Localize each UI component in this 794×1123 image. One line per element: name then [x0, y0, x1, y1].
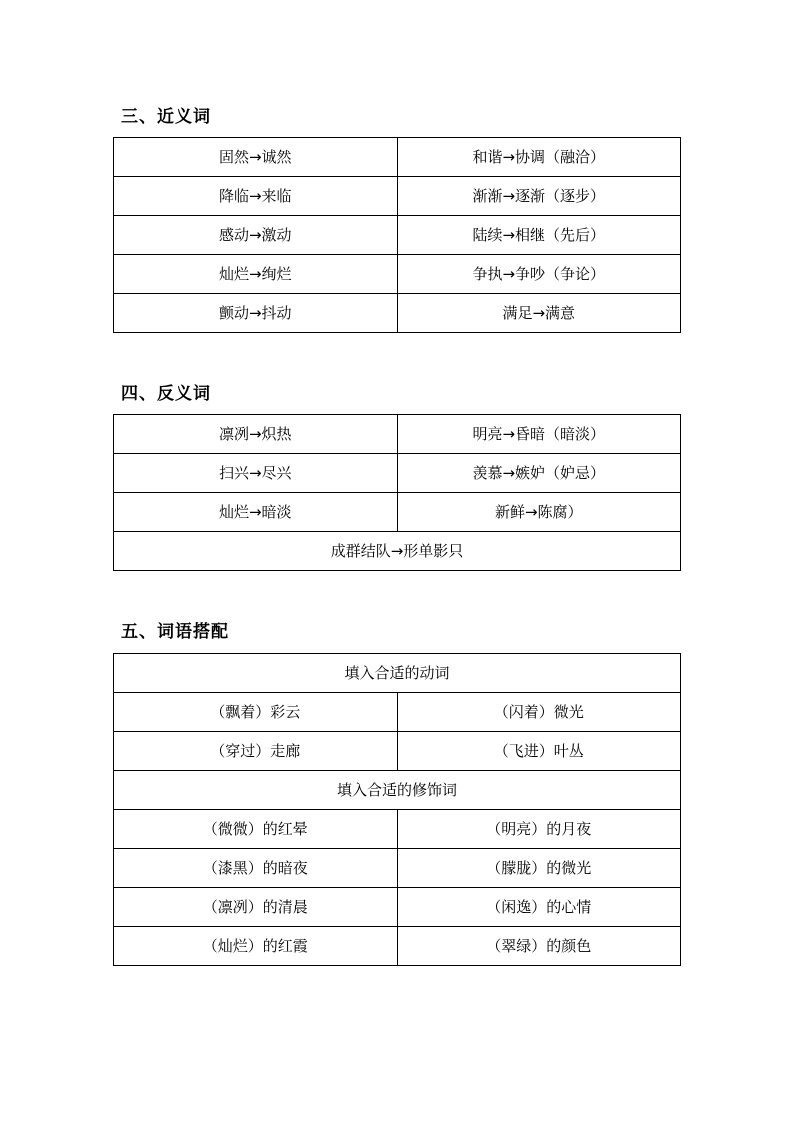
table-row [114, 454, 681, 493]
table-cell: （凛冽）的清晨 [114, 888, 398, 927]
table-cell: 争执→争吵（争论） [397, 255, 681, 294]
table-cell: 明亮→昏暗（暗淡） [397, 415, 681, 454]
table-row [114, 732, 681, 771]
table-cell: 灿烂→暗淡 [114, 493, 398, 532]
collocations-title: 五、词语搭配 [121, 622, 229, 642]
table-row [114, 294, 681, 333]
table-row [114, 493, 681, 532]
table-row [114, 177, 681, 216]
table-row [114, 255, 681, 294]
verb-header: 填入合适的动词 [114, 654, 681, 693]
table-cell: （明亮）的月夜 [397, 810, 681, 849]
table-cell: （微微）的红晕 [114, 810, 398, 849]
table-row [114, 216, 681, 255]
table-cell: （朦胧）的微光 [397, 849, 681, 888]
table-cell: 灿烂→绚烂 [114, 255, 398, 294]
antonyms-title: 四、反义词 [121, 384, 211, 404]
table-cell: （灿烂）的红霞 [114, 927, 398, 966]
table-cell: 和谐→协调（融洽） [397, 138, 681, 177]
synonyms-table [113, 137, 681, 333]
table-cell: （翠绿）的颜色 [397, 927, 681, 966]
table-cell: 扫兴→尽兴 [114, 454, 398, 493]
table-cell: （飞进）叶丛 [397, 732, 681, 771]
table-cell: （飘着）彩云 [114, 693, 398, 732]
table-row [114, 138, 681, 177]
table-cell: 感动→激动 [114, 216, 398, 255]
table-cell: （穿过）走廊 [114, 732, 398, 771]
table-row [114, 693, 681, 732]
table-row [114, 849, 681, 888]
table-cell: 满足→满意 [397, 294, 681, 333]
table-cell: 固然→诚然 [114, 138, 398, 177]
table-cell: 羡慕→嫉妒（妒忌） [397, 454, 681, 493]
table-header-row [114, 654, 681, 693]
table-row [114, 532, 681, 571]
table-cell: （闪着）微光 [397, 693, 681, 732]
table-cell: （闲逸）的心情 [397, 888, 681, 927]
table-row [114, 888, 681, 927]
table-cell: 陆续→相继（先后） [397, 216, 681, 255]
antonyms-table [113, 414, 681, 571]
modifier-header: 填入合适的修饰词 [114, 771, 681, 810]
table-cell: 凛冽→炽热 [114, 415, 398, 454]
table-cell: 颤动→抖动 [114, 294, 398, 333]
table-cell: 新鲜→陈腐） [397, 493, 681, 532]
table-row [114, 810, 681, 849]
table-cell: 渐渐→逐渐（逐步） [397, 177, 681, 216]
table-cell-full: 成群结队→形单影只 [114, 532, 681, 571]
table-row [114, 927, 681, 966]
synonyms-title: 三、近义词 [121, 107, 211, 127]
collocations-table [113, 653, 681, 966]
table-cell: （漆黑）的暗夜 [114, 849, 398, 888]
table-cell: 降临→来临 [114, 177, 398, 216]
table-header-row [114, 771, 681, 810]
table-row [114, 415, 681, 454]
